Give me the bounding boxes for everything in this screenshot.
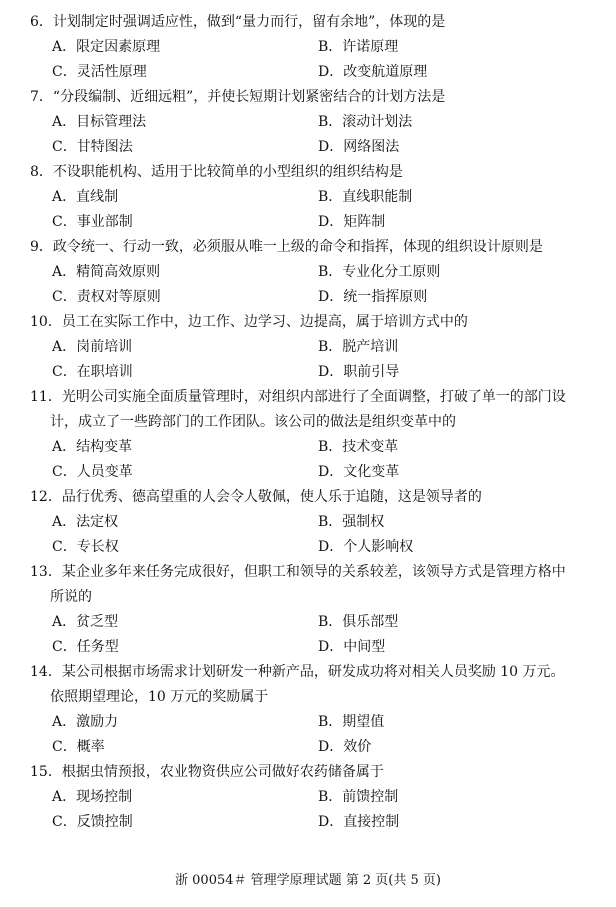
option-a: A．精简高效原则 — [52, 264, 161, 280]
option-d: D．矩阵制 — [318, 214, 386, 230]
option-b: B．滚动计划法 — [318, 114, 413, 130]
question-stem: 8．不设职能机构、适用于比较简单的小型组织的组织结构是 — [30, 164, 403, 180]
question-stem: 12．品行优秀、德高望重的人会令人敬佩，使人乐于追随，这是领导者的 — [30, 489, 482, 505]
option-a: A．岗前培训 — [52, 339, 133, 355]
option-d: D．改变航道原理 — [318, 64, 428, 80]
option-a: A．结构变革 — [52, 439, 133, 455]
option-d: D．效价 — [318, 739, 372, 755]
option-b: B．期望值 — [318, 714, 385, 730]
option-c: C．甘特图法 — [52, 139, 133, 155]
option-b: B．专业化分工原则 — [318, 264, 441, 280]
question-stem-continued: 计，成立了一些跨部门的工作团队。该公司的做法是组织变革中的 — [50, 414, 456, 430]
option-d: D．中间型 — [318, 639, 386, 655]
option-a: A．法定权 — [52, 514, 119, 530]
question-stem: 11．光明公司实施全面质量管理时，对组织内部进行了全面调整，打破了单一的部门设 — [30, 389, 566, 405]
option-c: C．概率 — [52, 739, 105, 755]
option-b: B．直线职能制 — [318, 189, 413, 205]
option-a: A．直线制 — [52, 189, 119, 205]
question-stem: 7．“分段编制、近细远粗”，并使长短期计划紧密结合的计划方法是 — [30, 89, 446, 105]
option-c: C．在职培训 — [52, 364, 133, 380]
option-c: C．人员变革 — [52, 464, 133, 480]
option-d: D．直接控制 — [318, 814, 400, 830]
option-c: C．任务型 — [52, 639, 119, 655]
option-a: A．激励力 — [52, 714, 119, 730]
option-c: C．反馈控制 — [52, 814, 133, 830]
option-a: A．现场控制 — [52, 789, 133, 805]
option-c: C．责权对等原则 — [52, 289, 161, 305]
question-stem: 10．员工在实际工作中，边工作、边学习、边提高，属于培训方式中的 — [30, 314, 468, 330]
page-footer: 浙 00054＃ 管理学原理试题 第 2 页(共 5 页) — [175, 873, 441, 888]
option-b: B．俱乐部型 — [318, 614, 399, 630]
question-stem: 15．根据虫情预报，农业物资供应公司做好农药储备属于 — [30, 764, 384, 780]
question-stem-continued: 依照期望理论，10 万元的奖励属于 — [50, 689, 269, 705]
option-c: C．灵活性原理 — [52, 64, 147, 80]
option-b: B．许诺原理 — [318, 39, 399, 55]
option-a: A．贫乏型 — [52, 614, 119, 630]
option-d: D．统一指挥原则 — [318, 289, 428, 305]
option-c: C．专长权 — [52, 539, 119, 555]
question-stem: 9．政令统一、行动一致，必须服从唯一上级的命令和指挥，体现的组织设计原则是 — [30, 239, 543, 255]
question-stem-continued: 所说的 — [50, 589, 92, 605]
option-b: B．强制权 — [318, 514, 385, 530]
option-b: B．技术变革 — [318, 439, 399, 455]
option-a: A．目标管理法 — [52, 114, 147, 130]
option-b: B．前馈控制 — [318, 789, 399, 805]
question-stem: 6．计划制定时强调适应性，做到“量力而行，留有余地”，体现的是 — [30, 14, 446, 30]
option-d: D．个人影响权 — [318, 539, 414, 555]
option-d: D．文化变革 — [318, 464, 400, 480]
option-b: B．脱产培训 — [318, 339, 399, 355]
question-stem: 14．某公司根据市场需求计划研发一种新产品，研发成功将对相关人员奖励 10 万元。 — [30, 664, 565, 680]
question-stem: 13．某企业多年来任务完成很好，但职工和领导的关系较差，该领导方式是管理方格中 — [30, 564, 566, 580]
option-d: D．网络图法 — [318, 139, 400, 155]
option-d: D．职前引导 — [318, 364, 400, 380]
option-c: C．事业部制 — [52, 214, 133, 230]
option-a: A．限定因素原理 — [52, 39, 161, 55]
